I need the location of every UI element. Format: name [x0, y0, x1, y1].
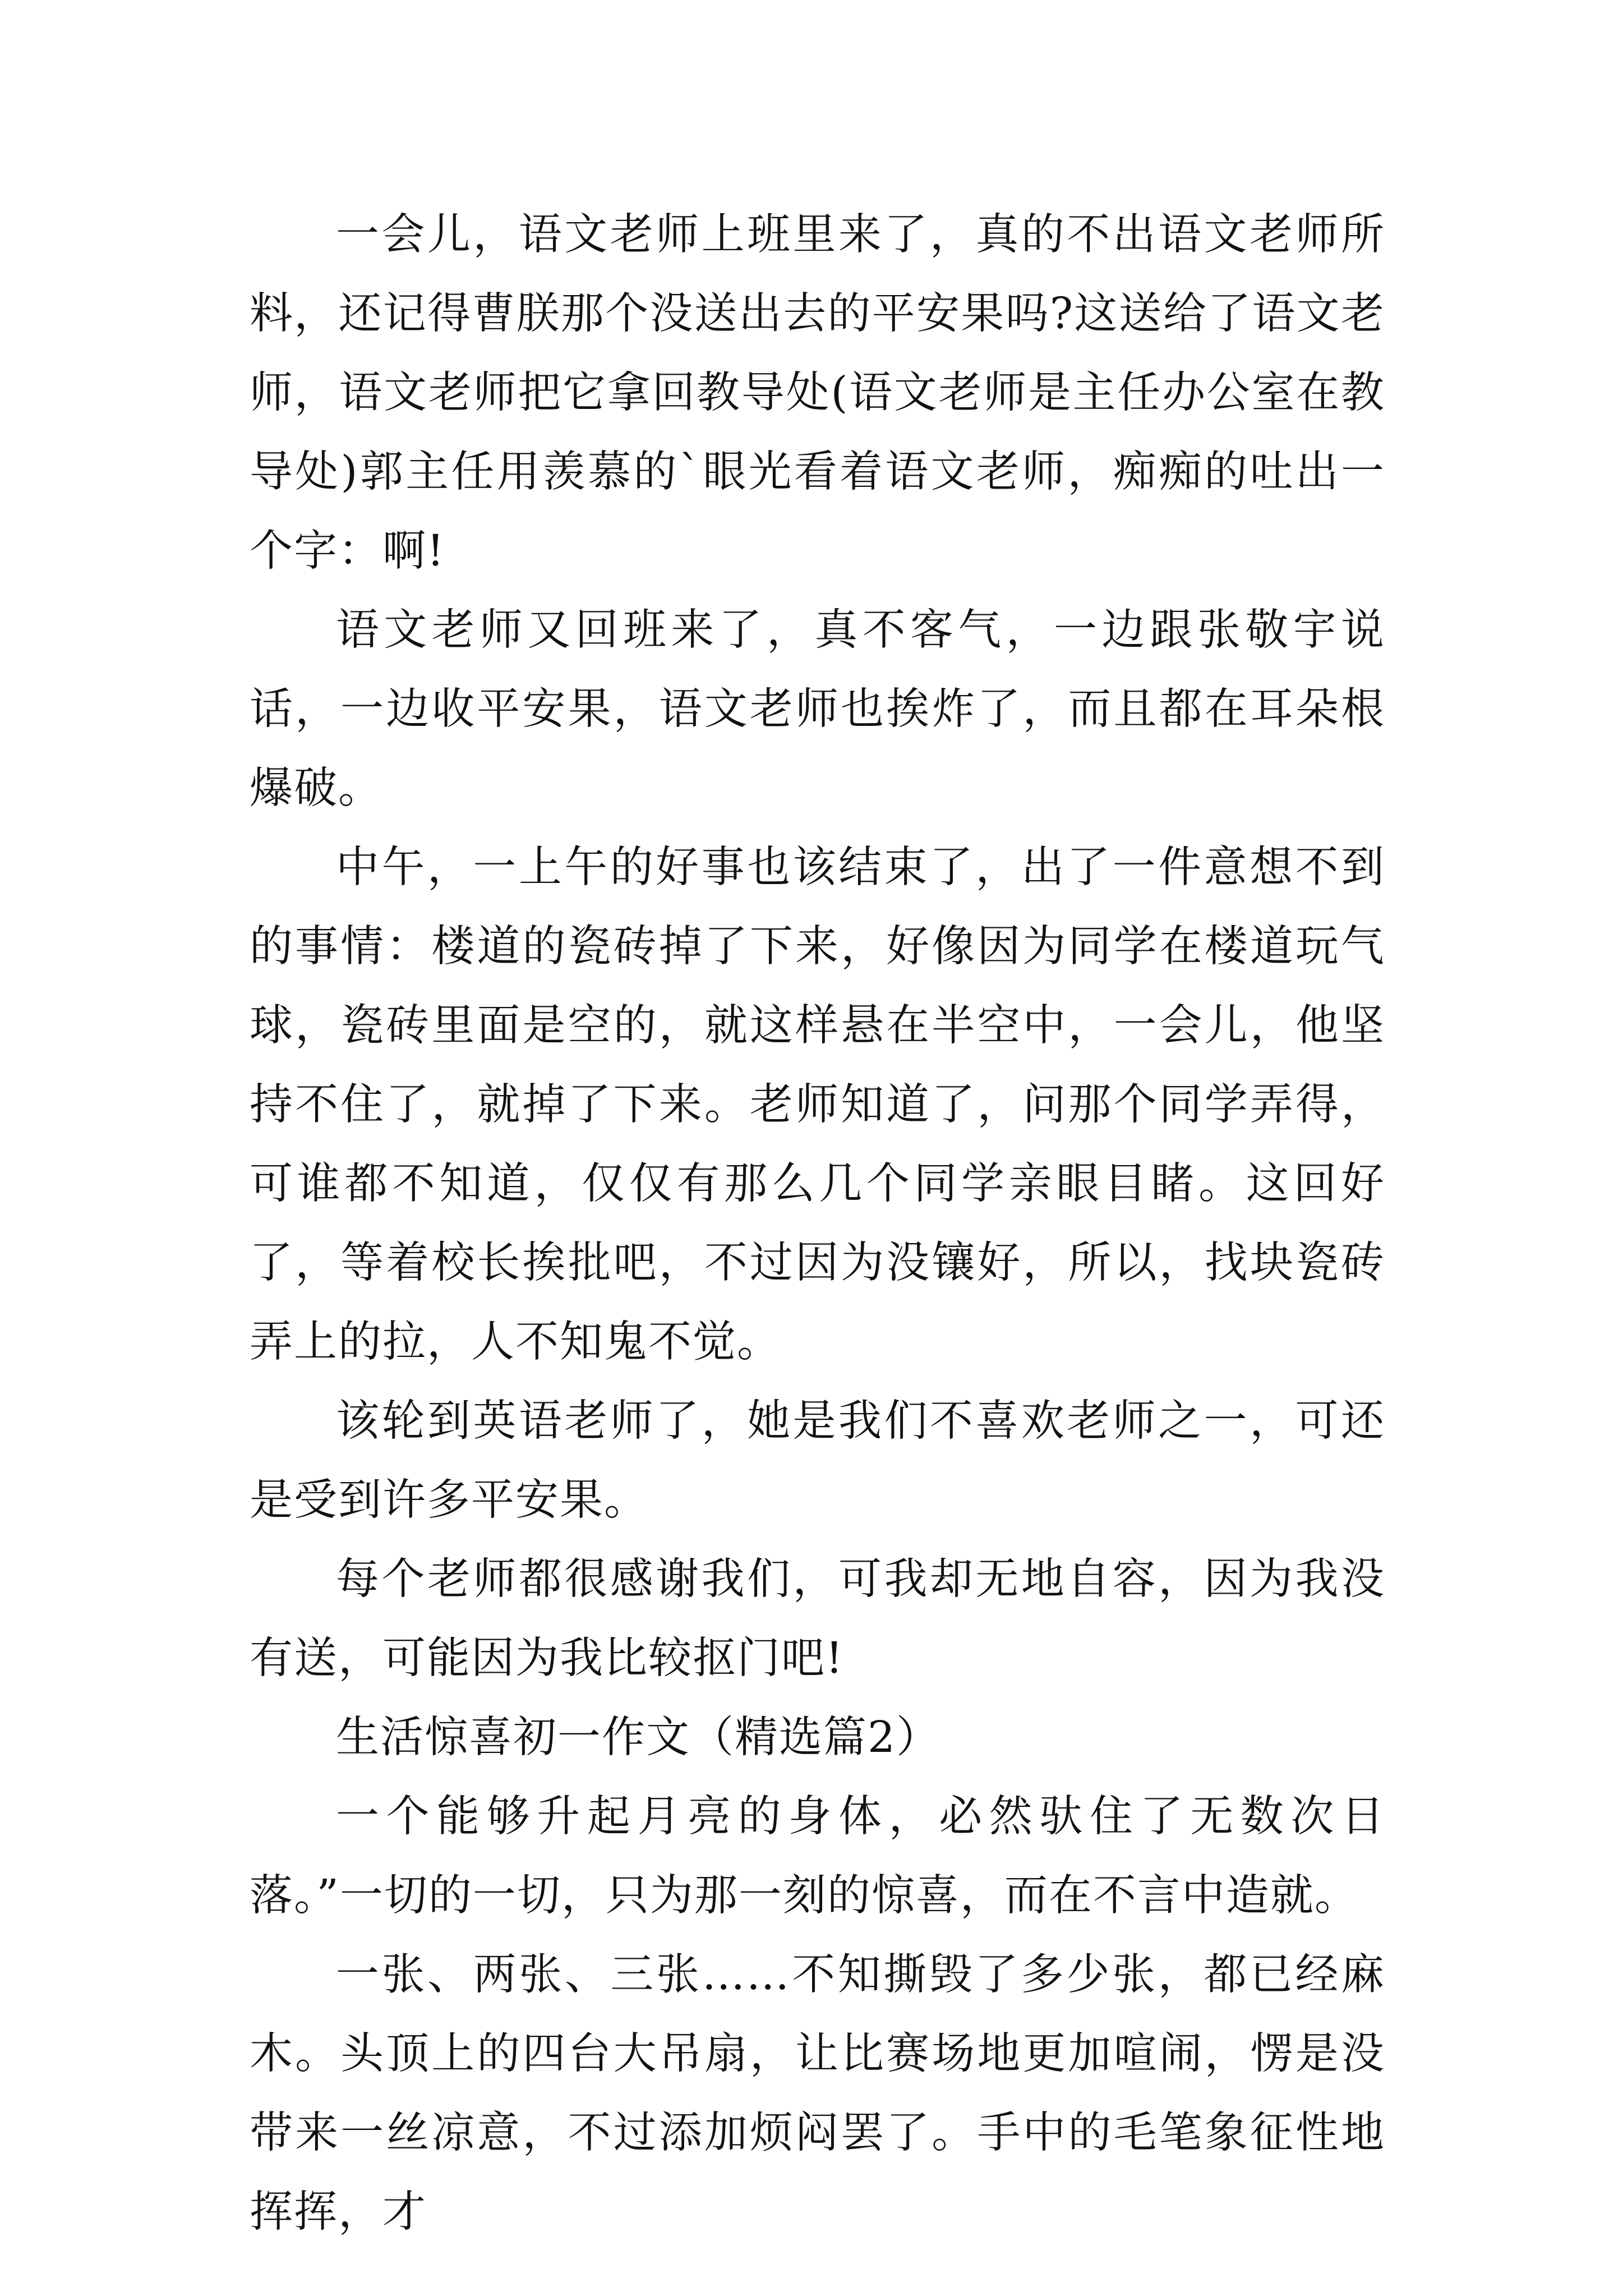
paragraph-1: 一会儿，语文老师上班里来了，真的不出语文老师所料，还记得曹朕那个没送出去的平安果吗?这送给了语文老师，语文老师把它拿回教导处(语文老师是主任办公室在教导处)郭主任用羡慕的`眼光看着语文老师，痴痴的吐出一个字：啊! — [250, 210, 1385, 576]
paragraph-7: 一张、两张、三张……不知撕毁了多少张，都已经麻木。头顶上的四台大吊扇，让比赛场地更加喧闹，愣是没带来一丝凉意，不过添加烦闷罢了。手中的毛笔象征性地挥挥，才 — [250, 1950, 1385, 2237]
paragraph-2: 语文老师又回班来了，真不客气，一边跟张敬宇说话，一边收平安果，语文老师也挨炸了，而且都在耳朵根爆破。 — [250, 605, 1385, 813]
paragraph-4: 该轮到英语老师了，她是我们不喜欢老师之一，可还是受到许多平安果。 — [250, 1396, 1385, 1525]
section-heading: 生活惊喜初一作文（精选篇2） — [336, 1713, 940, 1763]
paragraph-6: 一个能够升起月亮的身体，必然驮住了无数次日落。”一切的一切，只为那一刻的惊喜，而在不言中造就。 — [250, 1792, 1385, 1921]
paragraph-5: 每个老师都很感谢我们，可我却无地自容，因为我没有送，可能因为我比较抠门吧! — [250, 1554, 1385, 1683]
paragraph-3: 中午，一上午的好事也该结束了，出了一件意想不到的事情：楼道的瓷砖掉了下来，好像因为同学在楼道玩气球，瓷砖里面是空的，就这样悬在半空中，一会儿，他坚持不住了，就掉了下来。老师知道了，问那个同学弄得，可谁都不知道，仅仅有那么几个同学亲眼目睹。这回好了，等着校长挨批吧，不过因为没镶好，所以，找块瓷砖弄上的拉，人不知鬼不觉。 — [250, 843, 1385, 1367]
document-body — [250, 195, 1385, 2252]
